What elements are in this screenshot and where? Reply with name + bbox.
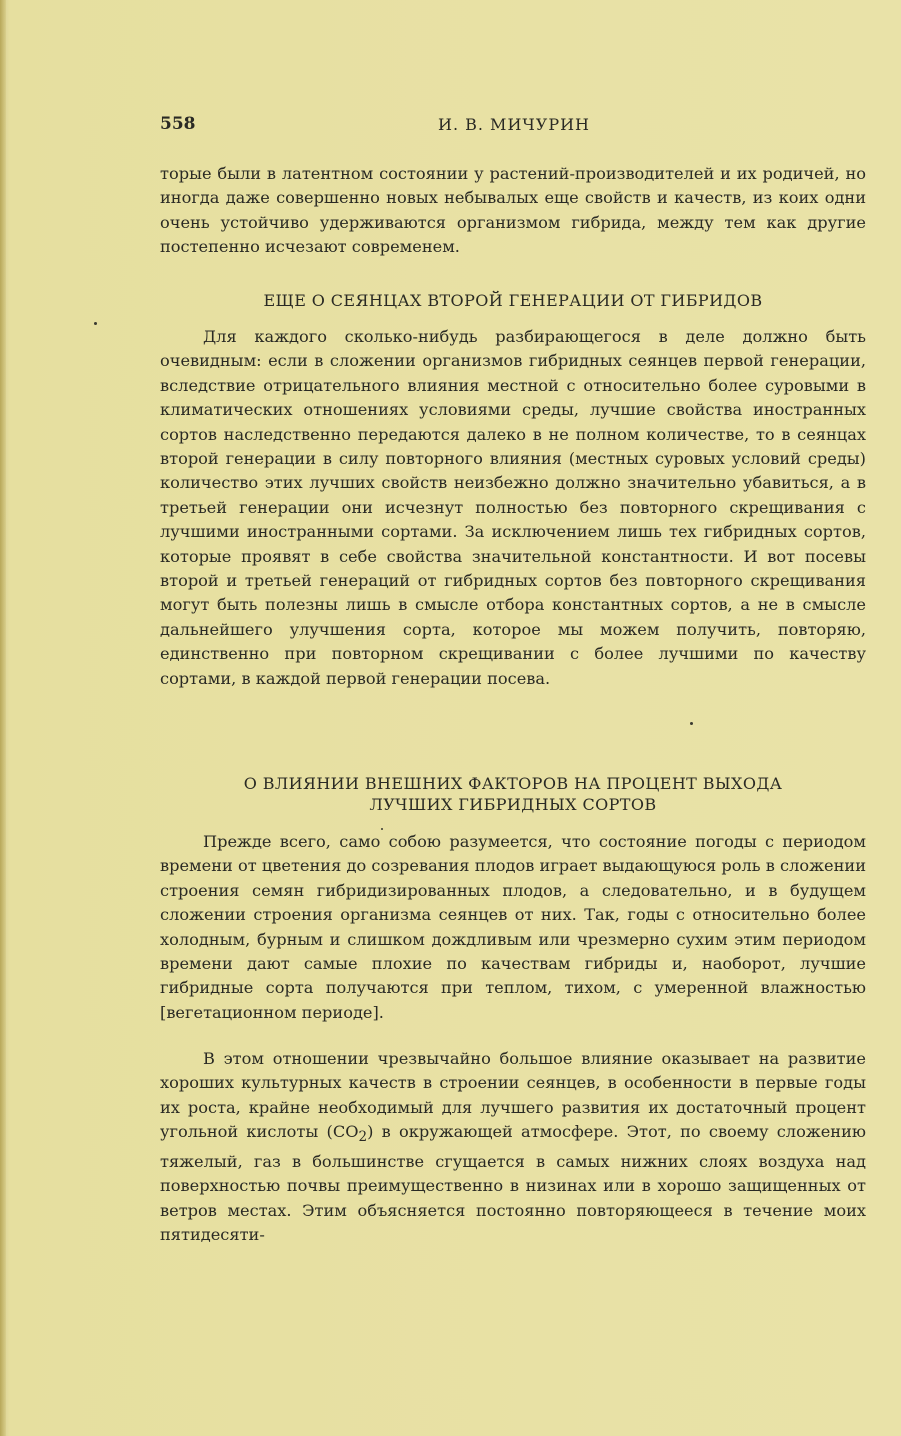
section2-body-part2 <box>160 1047 866 1247</box>
print-speck <box>381 828 383 830</box>
page-number: 558 <box>160 114 196 134</box>
print-speck <box>94 322 97 325</box>
running-head-author: И. В. МИЧУРИН <box>438 115 590 134</box>
section2-paragraph2 <box>160 1047 866 1247</box>
paragraph2-text-after: ) в окружающей атмосфере. Этот, по своему сложению тяжелый, газ в большинстве сгущается в самых нижних слоях воздуха над поверхностью почвы преимущественно в низинах или в хорошо защищенных от ветров местах. Этим объясняется постоянно повторяющееся в течение моих пятидесяти- <box>160 1122 866 1245</box>
paragraph2-text-before: В этом отношении чрезвычайно большое влияние оказывает на развитие хороших культурных качеств в строении сеянцев, в особенности в первые годы их роста, крайне необходимый для лучшего развития их достаточный процент угольной кислоты (CO <box>160 1049 866 1142</box>
section2-body-part1 <box>160 830 866 1025</box>
page-header <box>160 114 865 140</box>
section2-paragraph1: Прежде всего, само собою разумеется, что состояние погоды с периодом времени от цветения до созревания плодов играет выдающуюся роль в сложении строения семян гибридизированных плодов, а следовательно, и в будущем сложении строения организма сеянцев от них. Так, годы с относительно более холодным, бурным и слишком дождливым или чрезмерно сухим этим периодом времени дают самые плохие по качествам гибриды и, наоборот, лучшие гибридные сорта получаются при теплом, тихом, с умеренной влажностью [вегетационном периоде]. <box>160 832 866 1022</box>
print-speck <box>690 722 693 725</box>
page-spine-edge <box>0 0 6 1436</box>
section2-heading-line2: ЛУЧШИХ ГИБРИДНЫХ СОРТОВ <box>369 795 657 814</box>
section-heading-external-factors <box>160 773 866 815</box>
section1-paragraph: Для каждого сколько-нибудь разбирающегося в деле должно быть очевидным: если в сложении организмов гибридных сеянцев первой генерации, вследствие отрицательного влияния местной с относительно более суровыми в климатических отношениях условиями среды, лучшие свойства иностранных сортов наследственно передаются далеко в не полном количестве, то в сеянцах второй генерации в силу повторного влияния (местных суровых условий среды) количество этих лучших свойств неизбежно должно значительно убавиться, а в третьей генерации они исчезнут полностью без повторного скрещивания с лучшими иностранными сортами. За исключением лишь тех гибридных сортов, которые проявят в себе свойства значительной константности. И вот посевы второй и третьей генераций от гибридных сортов без повторного скрещивания могут быть полезны лишь в смысле отбора константных сортов, а не в смысле дальнейшего улучшения сорта, которое мы можем получить, повторяю, единственно при повторном скрещивании с более лучшими по качеству сортами, в каждой первой генерации посева. <box>160 327 866 688</box>
intro-paragraph-block <box>160 162 866 260</box>
section-heading-second-generation: ЕЩЕ О СЕЯНЦАХ ВТОРОЙ ГЕНЕРАЦИИ ОТ ГИБРИДОВ <box>263 291 763 310</box>
section1-body <box>160 325 866 691</box>
section2-heading-line1: О ВЛИЯНИИ ВНЕШНИХ ФАКТОРОВ НА ПРОЦЕНТ ВЫХОДА <box>243 774 783 793</box>
co2-subscript: 2 <box>358 1129 368 1146</box>
intro-paragraph: торые были в латентном состоянии у растений-производителей и их родичей, но иногда даже совершенно новых небывалых еще свойств и качеств, из коих одни очень устойчиво удерживаются организмом гибрида, между тем как другие постепенно исчезают современем. <box>160 164 866 257</box>
